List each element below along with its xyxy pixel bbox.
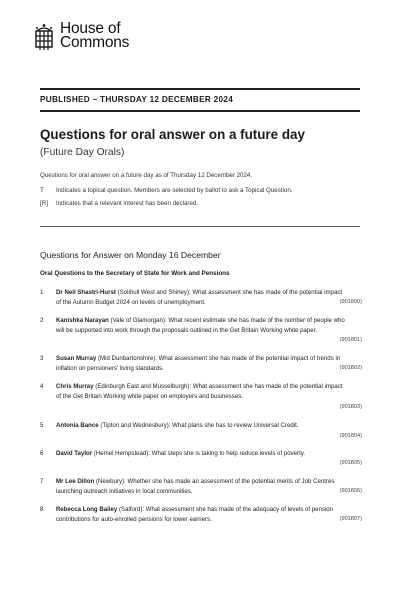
published-date: PUBLISHED – THURSDAY 12 DECEMBER 2024 xyxy=(40,95,234,104)
member-name: Antonia Bance xyxy=(56,422,99,429)
house-of-commons-logo xyxy=(34,22,129,53)
question-text: (Vale of Glamorgan): What recent estimate she has made of the number of people who will be supported into work through the proposals outlined in the Get Britain Working white paper. xyxy=(56,317,345,334)
question-number: 3 xyxy=(40,355,44,362)
member-name: David Taylor xyxy=(56,450,93,457)
question-number: 4 xyxy=(40,383,44,390)
intro-text: Questions for oral answer on a future day as of Thursday 12 December 2024. xyxy=(40,172,253,179)
divider xyxy=(40,88,360,90)
question-ref: (901801) xyxy=(339,337,362,343)
question-text: (Tipton and Wednesbury): What plans she has to review Universal Credit. xyxy=(98,422,299,429)
question-item xyxy=(40,354,362,374)
question-number: 1 xyxy=(40,289,44,296)
question-text: (Newbury): Whether she has made an assessment of the potential merits of Job Centres launching outreach initiatives in local communities. xyxy=(56,478,335,495)
divider xyxy=(40,226,360,227)
page-title: Questions for oral answer on a future day xyxy=(40,127,305,142)
portcullis-icon xyxy=(34,23,54,53)
logo-line-2: Commons xyxy=(60,34,130,51)
question-ref: (901804) xyxy=(339,433,362,439)
question-number: 5 xyxy=(40,422,44,429)
question-item xyxy=(40,421,362,441)
question-number: 7 xyxy=(40,478,44,485)
question-text: (Solihull West and Shirley): What assessment she has made of the potential impact of the Autumn Budget 2024 on levels of unemployment. xyxy=(56,289,343,306)
question-ref: (901803) xyxy=(339,404,362,410)
question-number: 8 xyxy=(40,506,44,513)
legend-item xyxy=(40,200,198,207)
legend-item xyxy=(40,187,293,194)
question-text: (Salford): What assessment she has made of the adequacy of levels of pension contributions for auto-enrolled pensions for lower earners. xyxy=(56,506,334,523)
question-number: 6 xyxy=(40,450,44,457)
member-name: Chris Murray xyxy=(56,383,94,390)
divider xyxy=(40,110,360,112)
legend-text: Indicates that a relevant interest has been declared. xyxy=(56,200,199,207)
member-name: Mr Lee Dillon xyxy=(56,478,95,485)
member-name: Kanishka Narayan xyxy=(56,317,109,324)
legend-text: Indicates a topical question. Members are selected by ballot to ask a Topical Question. xyxy=(56,187,293,194)
question-item xyxy=(40,316,362,346)
question-item xyxy=(40,477,362,497)
question-ref: (901807) xyxy=(339,516,362,522)
department-heading: Oral Questions to the Secretary of State for Work and Pensions xyxy=(40,270,230,277)
member-name: Rebecca Long Bailey xyxy=(56,506,118,513)
question-ref: (901802) xyxy=(339,365,362,371)
member-name: Susan Murray xyxy=(56,355,97,362)
question-text: (Hemel Hempstead): What steps she is taking to help reduce levels of poverty. xyxy=(92,450,306,457)
member-name: Dr Neil Shastri-Hurst xyxy=(56,289,116,296)
question-number: 2 xyxy=(40,317,44,324)
question-ref: (901800) xyxy=(339,299,362,305)
question-text: (Mid Dunbartonshire): What assessment she has made of the potential impact of trends in inflation on pensioners' living standards. xyxy=(56,355,341,372)
section-heading: Questions for Answer on Monday 16 December xyxy=(40,250,221,260)
question-item xyxy=(40,505,362,525)
question-item xyxy=(40,288,362,308)
legend-key: [R] xyxy=(40,200,48,207)
question-ref: (901805) xyxy=(339,460,362,466)
question-ref: (901806) xyxy=(339,488,362,494)
question-text: (Edinburgh East and Musselburgh): What assessment she has made of the potential impact of the Get Britain Working white paper on employers and businesses. xyxy=(56,383,343,400)
question-item xyxy=(40,382,362,412)
logo-line-1: House of xyxy=(60,20,121,37)
page-subtitle: (Future Day Orals) xyxy=(40,147,125,158)
question-item xyxy=(40,449,362,469)
legend-key: T xyxy=(40,187,44,194)
